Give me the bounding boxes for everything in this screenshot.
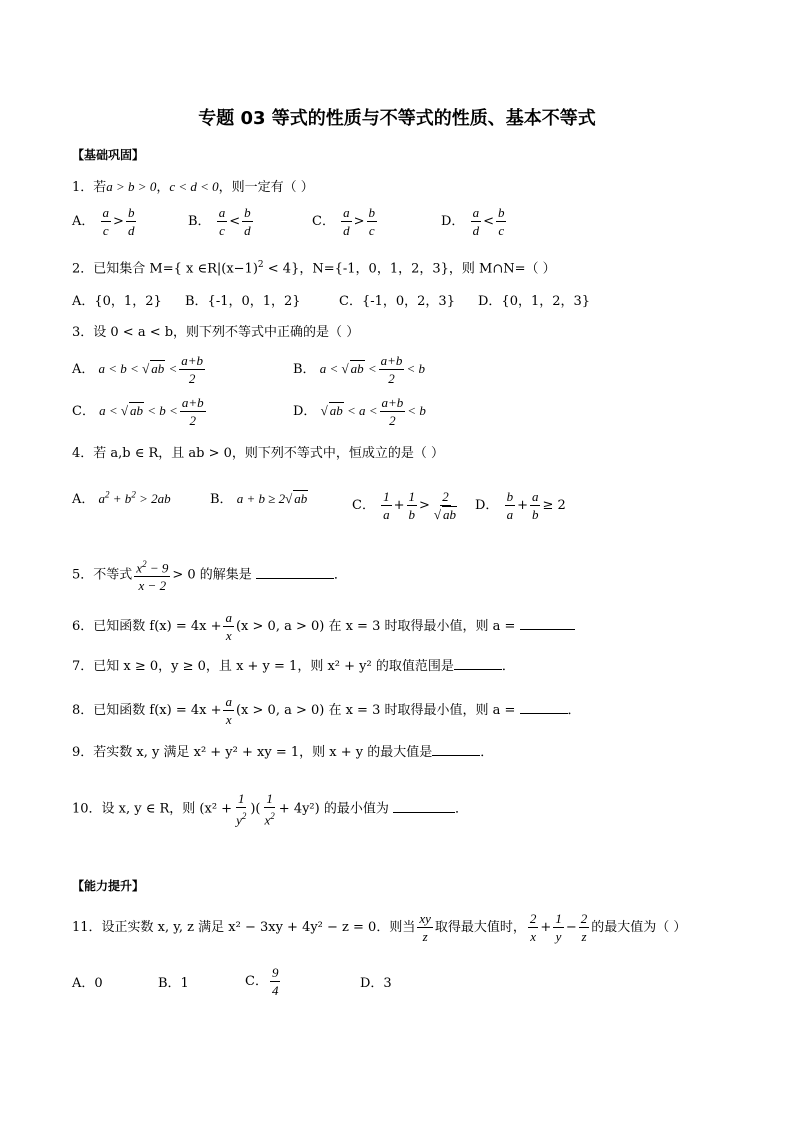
question-4-option-a[interactable]: A． $a^2 + b^2 > 2ab$ (72, 489, 171, 507)
answer-blank[interactable] (432, 743, 480, 756)
question-4-option-b[interactable]: B． a + b ≥ 2√ ab (210, 491, 308, 507)
answer-blank[interactable] (520, 701, 568, 714)
question-1-option-a[interactable]: A． $\frac{a}{c}$ > $\frac{b}{d}$ (72, 205, 135, 238)
question-4: 4．若 a,b ∈ R，且 ab > 0，则下列不等式中，恒成立的是（ ） (72, 446, 445, 461)
question-3-option-a[interactable]: A． a < b < √ ab < $\frac{a+b}{2}$ (72, 353, 204, 386)
question-11-option-d[interactable]: D．3 (360, 976, 392, 991)
question-3-option-b[interactable]: B． a < √ ab < $\frac{a+b}{2}$ < b (293, 353, 425, 386)
question-3-option-d[interactable]: D． √ ab < a < $\frac{a+b}{2}$ < b (293, 395, 426, 428)
question-2-option-c[interactable]: C．{-1，0，2，3} (339, 294, 455, 309)
question-1-option-b[interactable]: B． $\frac{a}{c}$ < $\frac{b}{d}$ (188, 205, 251, 238)
section-advanced: 【能力提升】 (72, 879, 145, 893)
question-11-option-a[interactable]: A．0 (72, 976, 103, 991)
question-3-option-c[interactable]: C． a < √ ab < b < $\frac{a+b}{2}$ (72, 395, 204, 428)
question-2-option-b[interactable]: B．{-1，0，1，2} (185, 294, 301, 309)
question-7: 7．已知 x ≥ 0，y ≥ 0，且 x + y = 1，则 x² + y² 的取值范围是 ． (72, 659, 515, 674)
answer-blank[interactable] (454, 657, 502, 670)
answer-blank[interactable] (393, 800, 455, 813)
question-9: 9．若实数 x, y 满足 x² + y² + xy = 1，则 x + y 的最大值是 ． (72, 745, 494, 760)
question-5: 5．不等式 $\frac{x^2 - 9}{x - 2}$ > 0 的解集是 ． (72, 556, 347, 594)
question-3: 3．设 0 < a < b，则下列不等式中正确的是（ ） (72, 325, 360, 340)
question-1: 1．若a > b > 0，c < d < 0，则一定有（ ） (72, 179, 314, 195)
question-4-option-c[interactable]: C． $\frac{1}{a}$ + $\frac{1}{b}$ > $\frac{2}{√ ab}$ (352, 489, 457, 522)
section-basic: 【基础巩固】 (72, 148, 145, 162)
question-8: 8．已知函数 f(x) = 4x + $\frac{a}{x}$ (x > 0, a > 0) 在 x = 3 时取得最小值，则 a = ． (72, 694, 581, 727)
question-2-option-a[interactable]: A．{0，1，2} (72, 294, 162, 309)
question-1-option-d[interactable]: D． $\frac{a}{d}$ < $\frac{b}{c}$ (441, 205, 505, 238)
answer-blank[interactable] (520, 617, 575, 630)
page-title: 专题 03 等式的性质与不等式的性质、基本不等式 (198, 108, 596, 129)
question-4-option-d[interactable]: D． $\frac{b}{a}$ + $\frac{a}{b}$ ≥ 2 (475, 489, 566, 522)
question-6: 6．已知函数 f(x) = 4x + $\frac{a}{x}$ (x > 0, a > 0) 在 x = 3 时取得最小值，则 a = (72, 609, 575, 644)
question-11-option-c[interactable]: C． $\frac{9}{4}$ (245, 965, 279, 998)
question-2: 2．已知集合 M={ x $\in R|(x-1)^2 < 4$}，N={-1，0，1，2，3}，则 M∩N=（ ） (72, 260, 556, 277)
question-1-option-c[interactable]: C． $\frac{a}{d}$ > $\frac{b}{c}$ (312, 205, 375, 238)
question-2-option-d[interactable]: D．{0，1，2，3} (478, 294, 591, 309)
question-10: 10．设 x, y ∈ R，则 (x² + $\frac{1}{y^2}$ )( $\frac{1}{x^2}$ + 4y²) 的最小值为 ． (72, 791, 469, 828)
question-11-option-b[interactable]: B．1 (158, 976, 189, 991)
question-11: 11．设正实数 x, y, z 满足 x² − 3xy + 4y² − z = 0．则当 $\frac{xy}{z}$ 取得最大值时， $\frac{2}{x}$ + $\frac{1}{y}$ − $\frac{2}{z}$ 的最大值为（ ） (72, 911, 687, 944)
answer-blank[interactable] (256, 566, 334, 579)
